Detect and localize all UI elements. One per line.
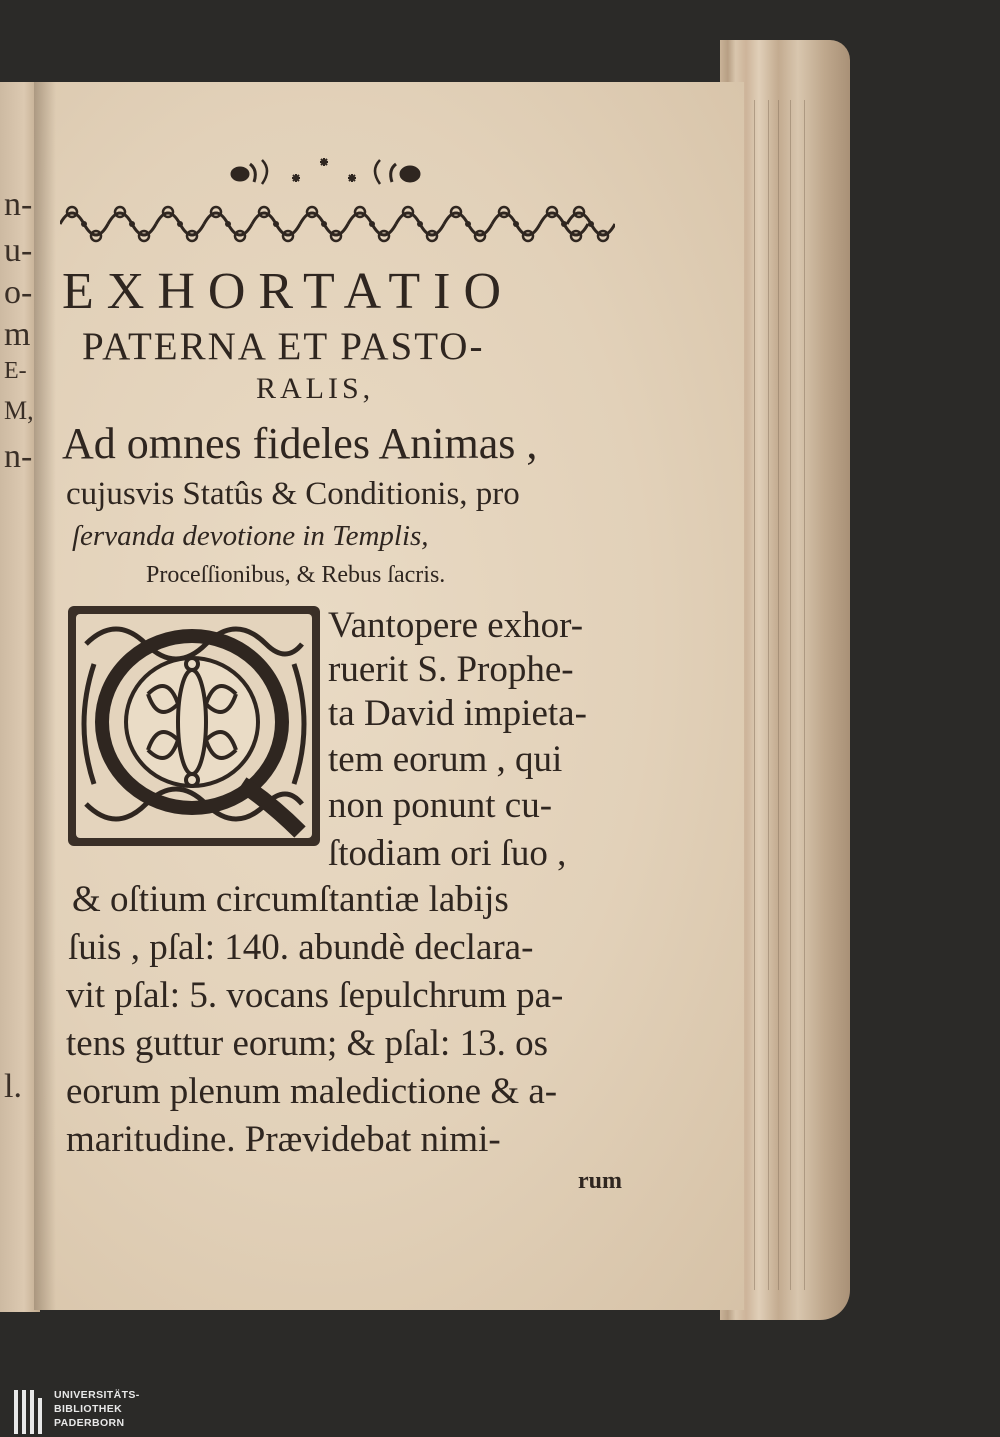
title-line-7: Proceſſionibus, & Rebus ſacris. — [146, 562, 446, 588]
vignette-ornament — [222, 150, 432, 194]
body-line: ta David impieta- — [328, 693, 587, 734]
title-line-5: cujusvis Statûs & Conditionis, pro — [66, 476, 520, 512]
logo-text-line-3: PADERBORN — [54, 1417, 125, 1429]
left-page-fragment: n- — [4, 438, 33, 475]
footer-bar — [0, 1387, 1000, 1437]
left-page-fragment: u- — [4, 232, 33, 269]
title-exhortatio: EXHORTATIO — [62, 263, 515, 320]
body-line: ruerit S. Prophe- — [328, 649, 574, 690]
left-page-fragment: n- — [4, 186, 33, 223]
decorative-border — [60, 198, 615, 250]
logo-text-line-1: UNIVERSITÄTS- — [54, 1389, 140, 1401]
library-logo-icon — [14, 1390, 48, 1434]
body-line: eorum plenum maledictione & a- — [66, 1071, 558, 1112]
body-line: & oſtium circumſtantiæ labijs — [72, 879, 509, 920]
title-line-2: PATERNA ET PASTO- — [82, 325, 485, 368]
left-page-fragment: M, — [4, 396, 34, 425]
body-line: non ponunt cu- — [328, 785, 553, 826]
left-page-fragment: E- — [4, 358, 27, 384]
body-line: tem eorum , qui — [328, 739, 563, 780]
logo-text-line-2: BIBLIOTHEK — [54, 1403, 123, 1415]
body-line: maritudine. Prævidebat nimi- — [66, 1119, 501, 1160]
body-line: vit pſal: 5. vocans ſepulchrum pa- — [66, 975, 564, 1016]
body-line: ſuis , pſal: 140. abundè declara- — [68, 927, 534, 968]
left-page-fragment: l. — [4, 1068, 22, 1105]
body-line: Vantopere exhor- — [328, 605, 584, 646]
gutter-shadow — [34, 82, 56, 1310]
catchword: rum — [578, 1168, 622, 1194]
left-page-fragment: m — [4, 316, 31, 353]
left-page-fragment: o- — [4, 274, 33, 311]
title-line-3: RALIS, — [256, 372, 375, 405]
title-line-6: ſervanda devotione in Templis, — [72, 520, 429, 552]
body-line: ſtodiam ori ſuo , — [328, 833, 567, 874]
decorated-initial-q — [66, 604, 322, 848]
body-line: tens guttur eorum; & pſal: 13. os — [66, 1023, 548, 1064]
title-line-4: Ad omnes fideles Animas , — [62, 419, 538, 468]
